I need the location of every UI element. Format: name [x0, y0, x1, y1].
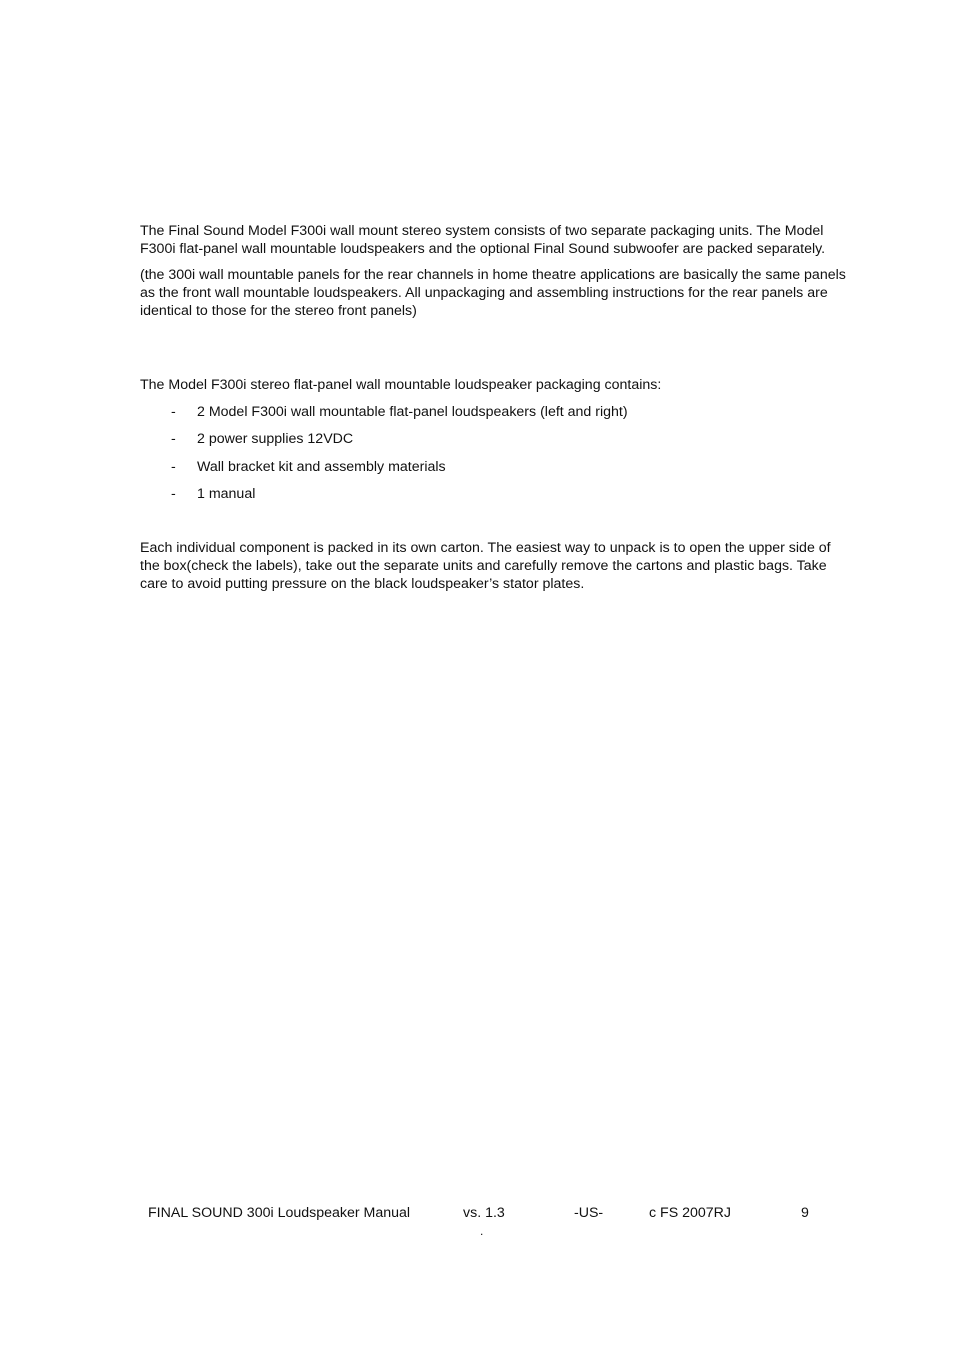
- footer-page-number: 9: [801, 1205, 809, 1221]
- list-item: [140, 458, 852, 476]
- intro-paragraph-1: The Final Sound Model F300i wall mount stereo system consists of two separate packaging units. The Model F300i flat-panel wall mountable loudspeakers and the optional Final Sound subwoofer are packed separately.: [140, 223, 826, 257]
- list-item: [140, 485, 852, 503]
- intro-paragraph-2: (the 300i wall mountable panels for the rear channels in home theatre applications are basically the same panels as the front wall mountable loudspeakers. All unpackaging and assembling instructions for the rear panels are identical to those for the stereo front panels): [140, 267, 846, 319]
- contents-heading: The Model F300i stereo flat-panel wall mountable loudspeaker packaging contains:: [140, 377, 662, 393]
- list-bullet: -: [171, 404, 176, 420]
- list-bullet: -: [171, 431, 176, 448]
- unpacking-section: [140, 539, 852, 593]
- contents-list: [140, 403, 852, 512]
- footer-title: FINAL SOUND 300i Loudspeaker Manual: [148, 1205, 411, 1221]
- intro-section: [140, 222, 852, 320]
- contents-heading-block: [140, 376, 852, 394]
- list-item-text: 2 Model F300i wall mountable flat-panel loudspeakers (left and right): [197, 404, 628, 420]
- unpacking-paragraph: Each individual component is packed in its own carton. The easiest way to unpack is to open the upper side of the box(check the labels), take out the separate units and carefully remove the cartons and plastic bags. Take care to avoid putting pressure on the black loudspeaker’s stator plates.: [140, 540, 831, 592]
- list-item-text: Wall bracket kit and assembly materials: [197, 458, 446, 475]
- footer-dot: .: [480, 1224, 484, 1238]
- list-item-text: 2 power supplies 12VDC: [197, 431, 354, 448]
- list-item-text: 1 manual: [197, 485, 256, 502]
- footer-region: -US-: [574, 1205, 604, 1221]
- list-bullet: -: [171, 458, 176, 475]
- footer-version: vs. 1.3: [463, 1205, 505, 1221]
- list-bullet: -: [171, 485, 176, 502]
- list-item: [140, 403, 852, 421]
- footer-copyright: c FS 2007RJ: [649, 1205, 732, 1221]
- list-item: [140, 430, 852, 448]
